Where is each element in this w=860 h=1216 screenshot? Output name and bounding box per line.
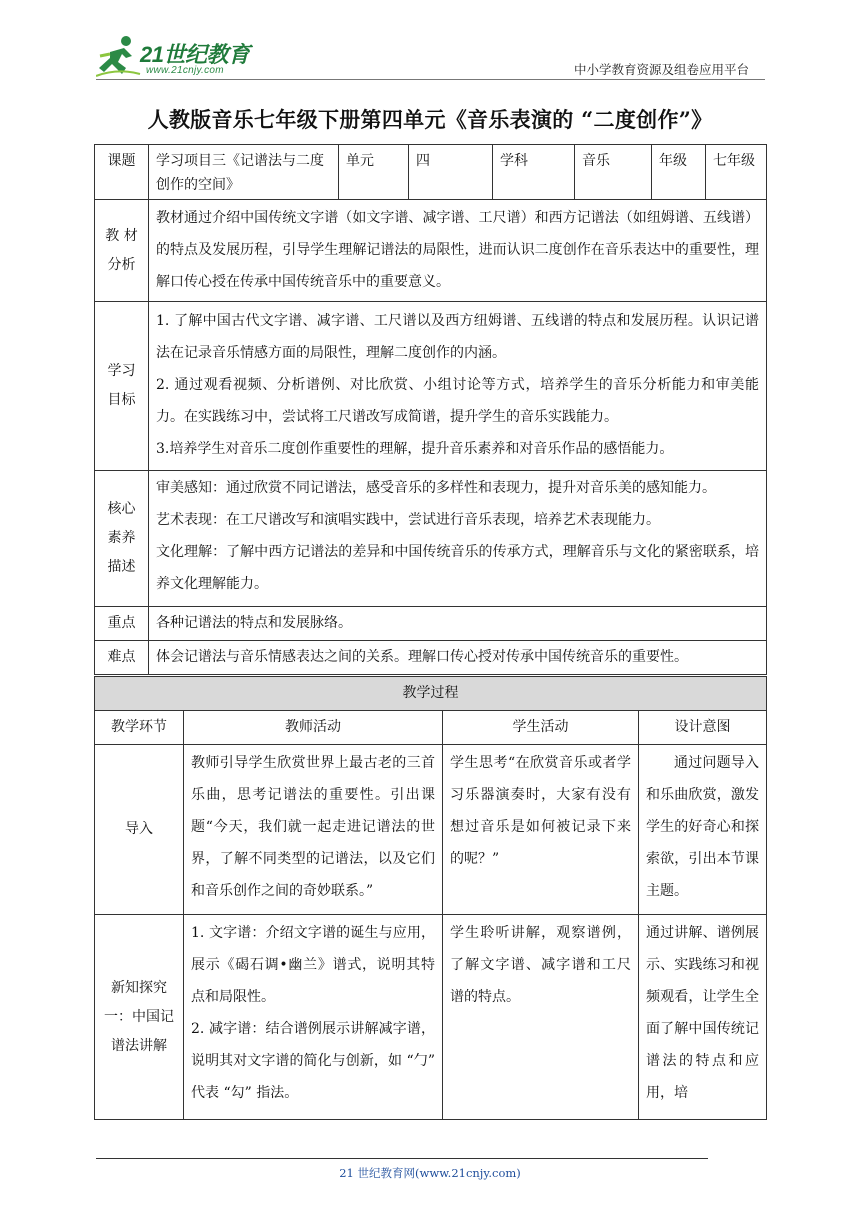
document-title: 人教版音乐七年级下册第四单元《音乐表演的 “二度创作”》 [147,107,713,132]
core-item: 审美感知：通过欣赏不同记谱法，感受音乐的多样性和表现力，提升对音乐美的感知能力。 [156,480,716,496]
teacher-activity [184,915,443,1120]
key-text: 各种记谱法的特点和发展脉络。 [149,607,767,641]
subject-label: 学科 [493,145,575,200]
lesson-info-table [94,144,767,675]
header-student: 学生活动 [443,711,639,745]
goal-item: 2. 通过观看视频、分析谱例、对比欣赏、小组讨论等方式，培养学生的音乐分析能力和审美能力。在实践练习中，尝试将工尺谱改写成简谱，提升学生的音乐实践能力。 [156,377,759,425]
design-intent: 通过问题导入和乐曲欣赏，激发学生的好奇心和探索欲，引出本节课主题。 [639,745,767,915]
teacher-step: 2. 减字谱：结合谱例展示讲解减字谱，说明其对文字谱的简化与创新，如 “勹” 代表 “勾” 指法。 [191,1021,435,1101]
teacher-step: 1. 文字谱：介绍文字谱的诞生与应用，展示《碣石调•幽兰》谱式，说明其特点和局限性。 [191,925,435,1005]
grade-value: 七年级 [706,145,767,200]
core-label: 核心素养描述 [95,471,149,607]
header-teacher: 教师活动 [184,711,443,745]
footer-text: 21 世纪教育网(www.21cnjy.com) [339,1166,521,1180]
topic-label: 课题 [95,145,149,200]
difficult-text: 体会记谱法与音乐情感表达之间的关系。理解口传心授对传承中国传统音乐的重要性。 [149,641,767,675]
core-item: 艺术表现：在工尺谱改写和演唱实践中，尝试进行音乐表现，培养艺术表现能力。 [156,512,660,528]
analysis-text: 教材通过介绍中国传统文字谱（如文字谱、减字谱、工尺谱）和西方记谱法（如纽姆谱、五线谱）的特点及发展历程，引导学生理解记谱法的局限性，进而认识二度创作在音乐表达中的重要性，理解口传心授在传承中国传统音乐中的重要意义。 [149,200,767,302]
grade-label: 年级 [652,145,706,200]
header-intent: 设计意图 [639,711,767,745]
subject-value: 音乐 [575,145,652,200]
process-title: 教学过程 [95,677,767,711]
unit-value: 四 [409,145,493,200]
goal-item: 1. 了解中国古代文字谱、减字谱、工尺谱以及西方纽姆谱、五线谱的特点和发展历程。认识记谱法在记录音乐情感方面的局限性，理解二度创作的内涵。 [156,313,759,361]
core-cell [149,471,767,607]
key-label: 重点 [95,607,149,641]
topic-value: 学习项目三《记谱法与二度创作的空间》 [149,145,339,200]
analysis-label: 教 材分析 [95,200,149,302]
logo [96,34,271,80]
core-item: 文化理解：了解中西方记谱法的差异和中国传统音乐的传承方式，理解音乐与文化的紧密联系，培养文化理解能力。 [156,544,759,592]
goals-cell [149,302,767,471]
table-row [95,745,767,915]
footer-divider [96,1158,708,1159]
table-row [95,915,767,1120]
goal-item: 3.培养学生对音乐二度创作重要性的理解，提升音乐素养和对音乐作品的感悟能力。 [156,441,674,457]
stage-cell: 新知探究一：中国记谱法讲解 [95,915,184,1120]
teacher-activity: 教师引导学生欣赏世界上最古老的三首乐曲，思考记谱法的重要性。引出课题“今天，我们就一起走进记谱法的世界，了解不同类型的记谱法，以及它们和音乐创作之间的奇妙联系。” [184,745,443,915]
header-stage: 教学环节 [95,711,184,745]
student-activity: 学生思考“在欣赏音乐或者学习乐器演奏时，大家有没有想过音乐是如何被记录下来的呢？” [443,745,639,915]
platform-name: 中小学教育资源及组卷应用平台 [574,62,750,77]
difficult-label: 难点 [95,641,149,675]
goals-label: 学习目标 [95,302,149,471]
header-divider [96,79,765,80]
teaching-process-table [94,676,767,1120]
page-header [0,0,860,90]
stage-cell: 导入 [95,745,184,915]
logo-text: 21世纪教育 [140,42,250,67]
design-intent: 通过讲解、谱例展示、实践练习和视频观看，让学生全面了解中国传统记谱法的特点和应用，培 [639,915,767,1120]
runner-logo-icon [96,34,142,78]
logo-url: www.21cnjy.com [146,65,224,76]
unit-label: 单元 [339,145,409,200]
student-activity: 学生聆听讲解，观察谱例，了解文字谱、减字谱和工尺谱的特点。 [443,915,639,1120]
